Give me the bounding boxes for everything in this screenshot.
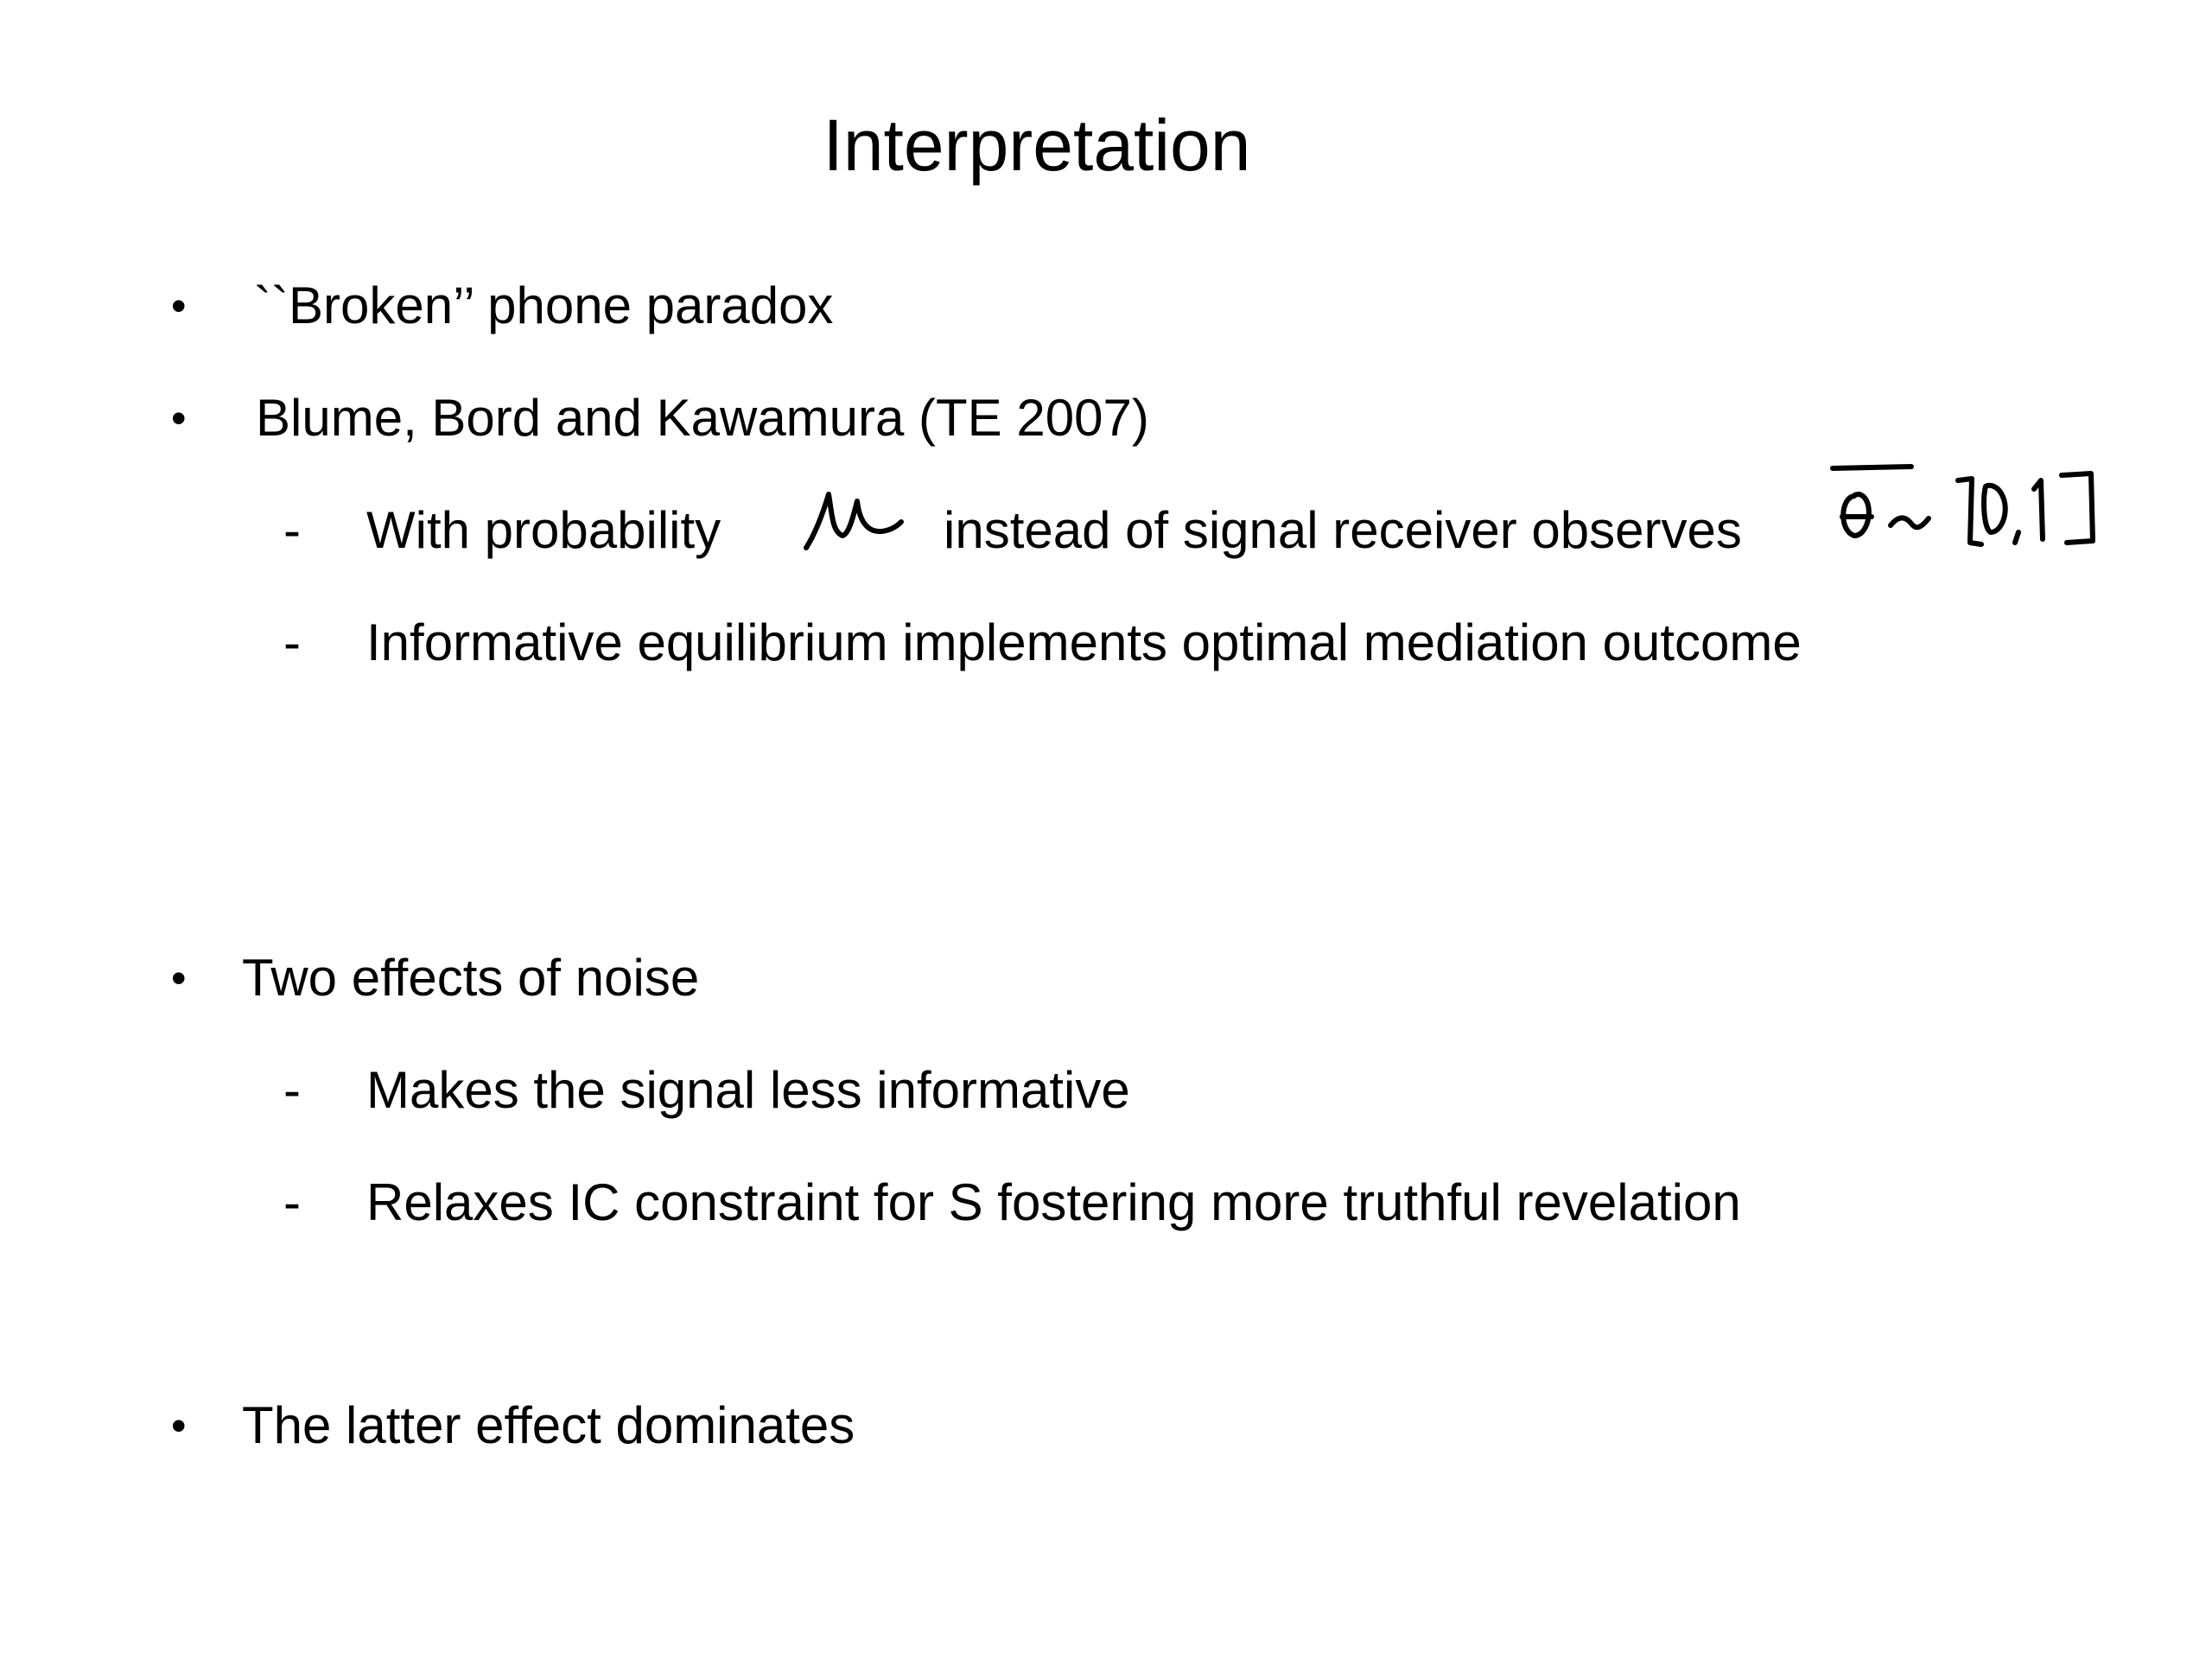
bullet-text-two-effects: Two effects of noise: [242, 949, 700, 1007]
sub-bullet-marker: -: [283, 1173, 301, 1231]
sub-bullet-marker: -: [283, 1061, 301, 1119]
bullet-text-broken-phone: ``Broken’’ phone paradox: [254, 276, 834, 334]
sub-bullet-text-less-informative: Makes the signal less informative: [366, 1061, 1130, 1119]
slide-title: Interpretation: [823, 105, 1251, 186]
bullet-text-blume-bord-kawamura: Blume, Bord and Kawamura (TE 2007): [256, 389, 1149, 447]
bullet-marker: •: [171, 1402, 187, 1450]
bullet-text-latter-effect: The latter effect dominates: [242, 1396, 855, 1454]
sub-bullet-text-informative-equilibrium: Informative equilibrium implements optimal mediation outcome: [366, 613, 1802, 671]
bullet-marker: •: [171, 282, 187, 330]
sub-bullet-text-with-probability: With probability: [366, 501, 721, 559]
handwritten-theta-distribution: [1830, 456, 2107, 551]
handwritten-mu-symbol: [799, 484, 907, 557]
sub-bullet-marker: -: [283, 613, 301, 671]
sub-bullet-text-relaxes-ic: Relaxes IC constraint for S fostering more truthful revelation: [366, 1173, 1741, 1231]
sub-bullet-text-receiver-observes: instead of signal receiver observes: [944, 501, 1742, 559]
bullet-marker: •: [171, 954, 187, 1002]
bullet-marker: •: [171, 394, 187, 442]
sub-bullet-marker: -: [283, 501, 301, 559]
